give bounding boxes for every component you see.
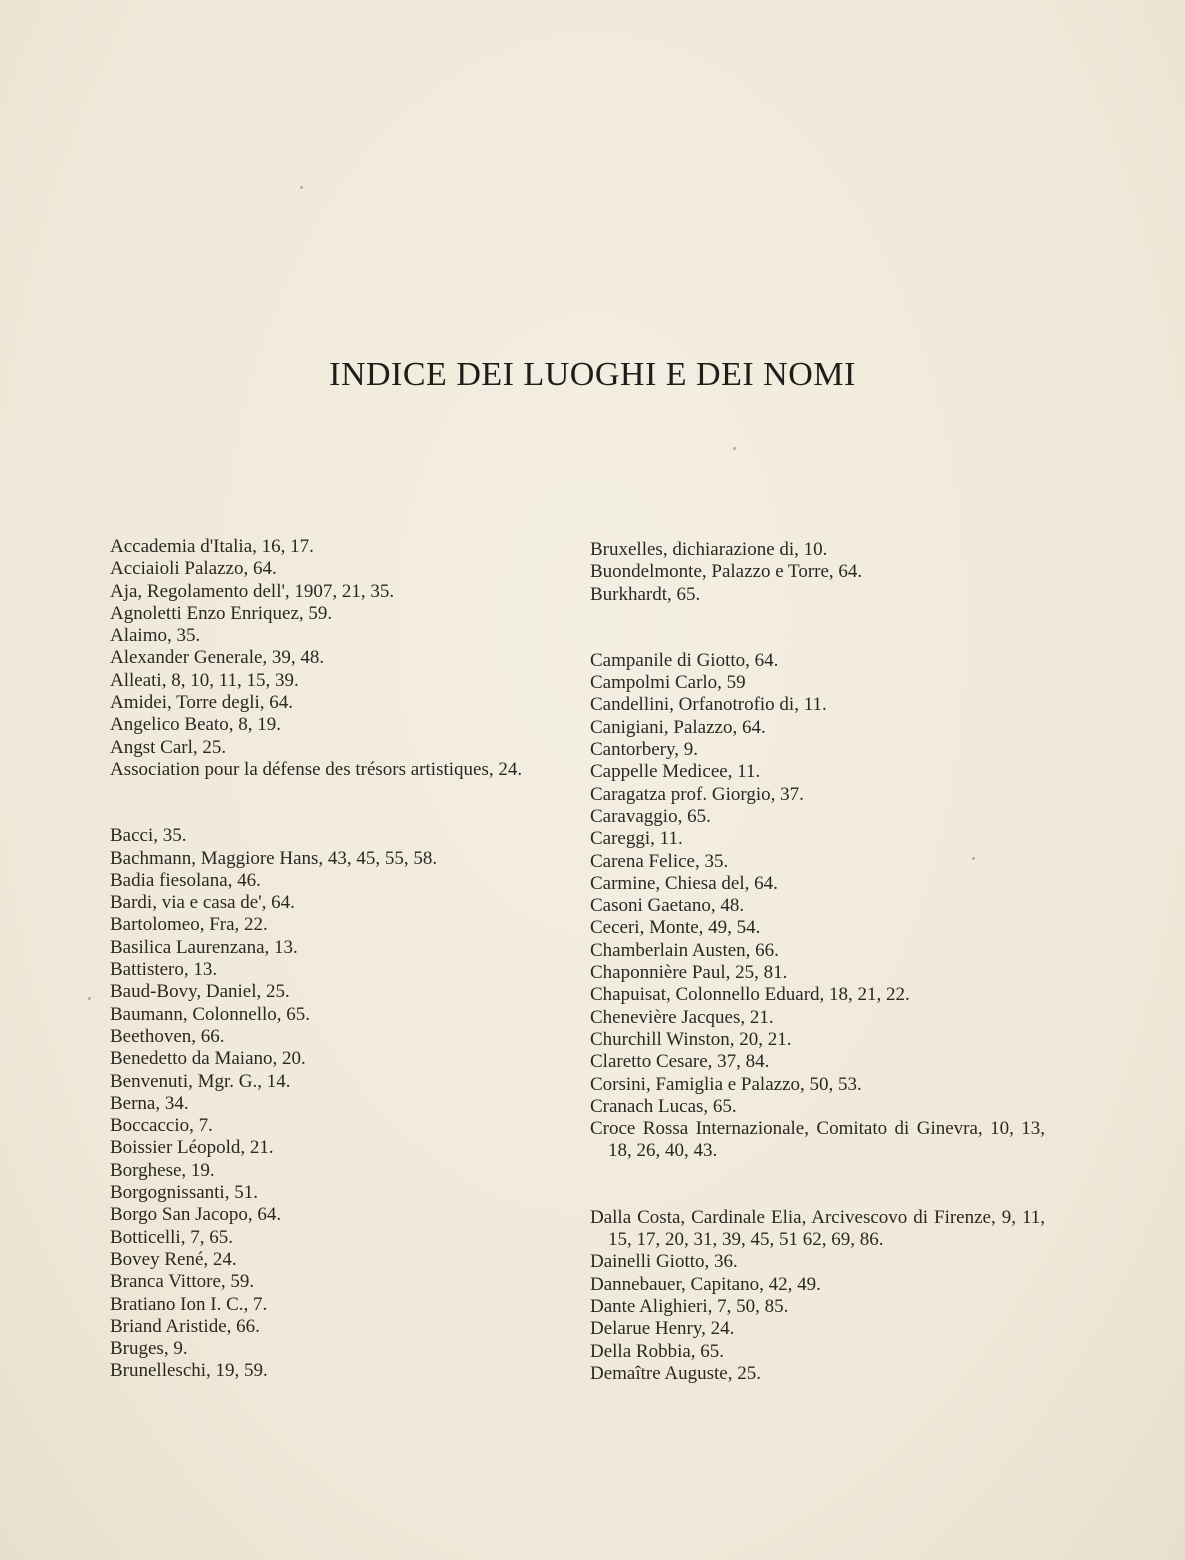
index-entry: Bruges, 9. [110, 1338, 188, 1360]
index-entry: Dante Alighieri, 7, 50, 85. [590, 1295, 789, 1317]
index-entry: Angst Carl, 25. [110, 736, 227, 758]
index-entry: Boccaccio, 7. [110, 1115, 213, 1137]
index-entry: Baud-Bovy, Daniel, 25. [110, 981, 290, 1003]
index-entry: Bruxelles, dichiarazione di, 10. [590, 539, 828, 560]
index-entry: Alexander Generale, 39, 48. [110, 647, 325, 669]
index-entry: Demaître Auguste, 25. [590, 1362, 761, 1384]
index-entry: Alaimo, 35. [110, 625, 201, 647]
index-entry: Chapuisat, Colonnello Eduard, 18, 21, 22. [590, 984, 910, 1006]
index-entry: Brunelleschi, 19, 59. [110, 1360, 268, 1382]
index-entry: Accademia d'Italia, 16, 17. [110, 536, 314, 557]
index-entry: Delarue Henry, 24. [590, 1318, 735, 1340]
index-entry: Bartolomeo, Fra, 22. [110, 914, 268, 936]
index-entry: Baumann, Colonnello, 65. [110, 1003, 311, 1025]
index-entry: Acciaioli Palazzo, 64. [110, 558, 277, 580]
index-entry: Beethoven, 66. [110, 1025, 225, 1047]
index-entry: Caravaggio, 65. [590, 805, 711, 827]
index-entry: Dannebauer, Capitano, 42, 49. [590, 1273, 821, 1295]
index-entry: Badia fiesolana, 46. [110, 869, 261, 891]
index-entry: Borghese, 19. [110, 1159, 215, 1181]
index-entry: Ceceri, Monte, 49, 54. [590, 917, 761, 939]
index-entry: Bardi, via e casa de', 64. [110, 892, 295, 914]
index-entry: Buondelmonte, Palazzo e Torre, 64. [590, 561, 863, 583]
index-entry: Bacci, 35. [110, 825, 187, 847]
index-entry: Burkhardt, 65. [590, 583, 701, 605]
index-entry: Briand Aristide, 66. [110, 1315, 260, 1337]
index-entry: Battistero, 13. [110, 959, 218, 981]
index-entry: Bachmann, Maggiore Hans, 43, 45, 55, 58. [110, 847, 438, 869]
index-entry: Agnoletti Enzo Enriquez, 59. [110, 602, 333, 624]
index-entry: Bovey René, 24. [110, 1248, 237, 1270]
index-group-b [110, 825, 540, 1382]
index-entry: Benvenuti, Mgr. G., 14. [110, 1070, 291, 1092]
index-entry: Careggi, 11. [590, 828, 683, 850]
index-entry: Croce Rossa Internazionale, Comitato di Ginevra, 10, 13, 18, 26, 40, 43. [590, 1118, 1045, 1162]
paper-speck [88, 997, 91, 1000]
index-entry: Borgognissanti, 51. [110, 1182, 258, 1204]
index-group-b-cont [590, 539, 1045, 606]
index-entry: Candellini, Orfanotrofio di, 11. [590, 694, 827, 716]
index-entry: Dalla Costa, Cardinale Elia, Arcivescovo di Firenze, 9, 11, 15, 17, 20, 31, 39, 45, 51 62, 69, 86. [590, 1206, 1045, 1251]
index-entry: Campolmi Carlo, 59 [590, 672, 746, 694]
index-entry: Carena Felice, 35. [590, 850, 729, 872]
index-entry: Berna, 34. [110, 1092, 189, 1114]
paper-speck [300, 186, 303, 189]
index-group-a [110, 536, 540, 781]
index-entry: Cantorbery, 9. [590, 739, 698, 761]
index-entry: Claretto Cesare, 37, 84. [590, 1051, 770, 1073]
index-entry: Cranach Lucas, 65. [590, 1095, 737, 1117]
index-entry: Dainelli Giotto, 36. [590, 1251, 738, 1273]
paper-speck [733, 447, 736, 450]
index-entry: Churchill Winston, 20, 21. [590, 1028, 792, 1050]
index-entry: Della Robbia, 65. [590, 1340, 725, 1362]
index-entry: Borgo San Jacopo, 64. [110, 1204, 282, 1226]
index-column-right [590, 539, 1045, 1429]
index-entry: Campanile di Giotto, 64. [590, 649, 779, 671]
index-entry: Benedetto da Maiano, 20. [110, 1048, 306, 1070]
index-entry: Caragatza prof. Giorgio, 37. [590, 783, 804, 805]
index-entry: Alleati, 8, 10, 11, 15, 39. [110, 669, 299, 691]
index-entry: Cappelle Medicee, 11. [590, 761, 761, 783]
index-entry: Botticelli, 7, 65. [110, 1226, 233, 1248]
index-entry: Chaponnière Paul, 25, 81. [590, 962, 788, 984]
index-entry: Aja, Regolamento dell', 1907, 21, 35. [110, 580, 395, 602]
index-entry: Boissier Léopold, 21. [110, 1137, 274, 1159]
index-entry: Corsini, Famiglia e Palazzo, 50, 53. [590, 1073, 862, 1095]
index-entry: Chamberlain Austen, 66. [590, 939, 779, 961]
index-entry: Carmine, Chiesa del, 64. [590, 872, 778, 894]
index-entry: Angelico Beato, 8, 19. [110, 714, 281, 736]
index-entry: Chenevière Jacques, 21. [590, 1006, 774, 1028]
index-entry: Association pour la défense des trésors artistiques, 24. [110, 758, 523, 780]
index-entry: Basilica Laurenzana, 13. [110, 936, 298, 958]
index-column-left [110, 536, 540, 1427]
index-entry: Bratiano Ion I. C., 7. [110, 1293, 268, 1315]
index-entry: Casoni Gaetano, 48. [590, 895, 745, 917]
index-group-d [590, 1207, 1045, 1385]
page-title: INDICE DEI LUOGHI E DEI NOMI [329, 356, 856, 393]
index-entry: Amidei, Torre degli, 64. [110, 692, 294, 714]
index-group-c [590, 650, 1045, 1163]
index-entry: Canigiani, Palazzo, 64. [590, 716, 766, 738]
index-entry: Branca Vittore, 59. [110, 1271, 255, 1293]
